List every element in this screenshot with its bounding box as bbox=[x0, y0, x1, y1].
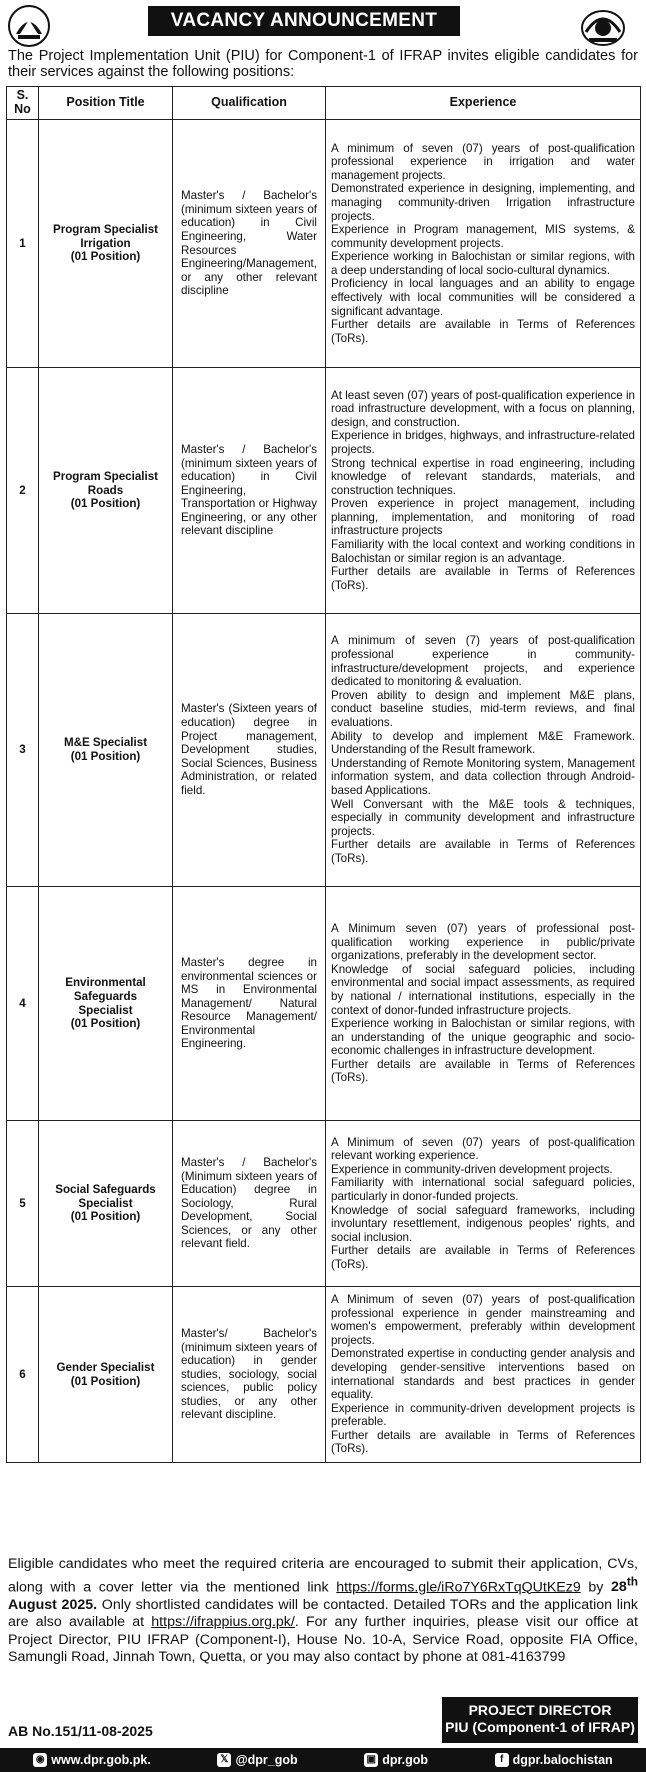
table-row bbox=[7, 887, 641, 1121]
position-title: Program Specialist Irrigation (01 Position) bbox=[39, 120, 173, 368]
website-link[interactable]: https://ifrappius.org.pk/ bbox=[151, 1614, 295, 1631]
social-media-bar bbox=[0, 1748, 646, 1772]
government-logo-right bbox=[580, 4, 626, 48]
qualification-cell: Master's/ Bachelor's (minimum sixteen years of education) in gender studies, sociology, social sciences, public policy studies, or any other relevant discipline. bbox=[173, 1287, 326, 1463]
experience-cell: A Minimum seven (07) years of professional post-qualification working experience in public/private organizations, preferably in the development sector. Knowledge of social safeguard policies, including environmental and social impact assessments, as required by national / international institutions, especially in the context of donor-funded infrastructure projects. Experience working in Balochistan or similar regions, with an understanding of the unique geographic and socio-economic challenges in infrastructure development. Further details are available in Terms of References (ToRs). bbox=[326, 887, 641, 1121]
government-logo-left bbox=[6, 4, 52, 48]
project-director-signature: PROJECT DIRECTOR PIU (Component-1 of IFRAP) bbox=[442, 1697, 638, 1743]
social-website[interactable]: ◉ www.dpr.gob.pk. bbox=[33, 1753, 151, 1767]
x-icon: 𝕏 bbox=[217, 1753, 231, 1767]
deadline-date: 28th August 2025. bbox=[8, 1574, 638, 1613]
experience-cell: At least seven (07) years of post-qualification experience in road infrastructure development, with a focus on planning, design, and construction. Experience in bridges, highways, and infrastructure-related projects. Strong technical expertise in road engineering, including knowledge of relevant standards, materials, and construction techniques. Proven experience in project management, including planning, implementation, and monitoring of road infrastructure projects Familiarity with the local context and working conditions in Balochistan or similar region is an advantage. Further details are available in Terms of References (ToRs). bbox=[326, 368, 641, 614]
globe-icon: ◉ bbox=[33, 1753, 47, 1767]
social-facebook[interactable]: f dgpr.balochistan bbox=[495, 1753, 613, 1767]
position-title: Program Specialist Roads (01 Position) bbox=[39, 368, 173, 614]
table-row bbox=[7, 614, 641, 887]
table-row bbox=[7, 120, 641, 368]
intro-paragraph: The Project Implementation Unit (PIU) for Component-1 of IFRAP invites eligible candidates for their services against the following positions: bbox=[8, 48, 638, 80]
experience-cell: A minimum of seven (07) years of post-qualification professional experience in irrigation and water management projects. Demonstrated experience in designing, implementing, and managing community-driven Irrigation infrastructure projects. Experience in Program management, MIS systems, & community development projects. Experience working in Balochistan or similar regions, with a deep understanding of local socio-cultural dynamics. Proficiency in local languages and an ability to engage effectively with local communities will be considered a significant advantage. Further details are available in Terms of References (ToRs). bbox=[326, 120, 641, 368]
header bbox=[0, 0, 646, 48]
header-qualification: Qualification bbox=[173, 87, 326, 120]
row-number: 5 bbox=[7, 1121, 39, 1287]
header-position: Position Title bbox=[39, 87, 173, 120]
row-number: 4 bbox=[7, 887, 39, 1121]
position-title: Gender Specialist (01 Position) bbox=[39, 1287, 173, 1463]
row-number: 3 bbox=[7, 614, 39, 887]
header-experience: Experience bbox=[326, 87, 641, 120]
page-title: VACANCY ANNOUNCEMENT bbox=[148, 6, 460, 36]
qualification-cell: Master's / Bachelor's (minimum sixteen years of education) in Civil Engineering, Water Resources Engineering/Management, or any other relevant discipline bbox=[173, 120, 326, 368]
row-number: 1 bbox=[7, 120, 39, 368]
table-header-row bbox=[7, 87, 641, 120]
qualification-cell: Master's degree in environmental sciences or MS in Environmental Management/ Natural Resource Management/ Environmental Engineering. bbox=[173, 887, 326, 1121]
experience-cell: A minimum of seven (7) years of post-qualification professional experience in community-infrastructure/development projects, and experience dedicated to monitoring & evaluation. Proven ability to design and implement M&E plans, conduct baseline studies, mid-term reviews, and final evaluations. Ability to develop and implement M&E Framework. Understanding of the Result framework. Understanding of Remote Monitoring system, Management information system, and data collection through Android-based Applications. Well Conversant with the M&E tools & techniques, especially in community development and infrastructure projects. Further details are available in Terms of References (ToRs). bbox=[326, 614, 641, 887]
facebook-icon: f bbox=[495, 1753, 509, 1767]
table-row bbox=[7, 1121, 641, 1287]
instagram-icon: ▣ bbox=[364, 1753, 378, 1767]
position-title: M&E Specialist (01 Position) bbox=[39, 614, 173, 887]
qualification-cell: Master's (Sixteen years of education) degree in Project management, Development studies, Social Sciences, Business Administration, or related field. bbox=[173, 614, 326, 887]
social-instagram[interactable]: ▣ dpr.gob bbox=[364, 1753, 428, 1767]
row-number: 6 bbox=[7, 1287, 39, 1463]
qualification-cell: Master's / Bachelor's (Minimum sixteen years of Education) degree in Sociology, Rural Development, Social Sciences, or any other relevant field. bbox=[173, 1121, 326, 1287]
application-link[interactable]: https://forms.gle/iRo7Y6RxTqQUtKEz9 bbox=[336, 1579, 581, 1596]
row-number: 2 bbox=[7, 368, 39, 614]
social-twitter[interactable]: 𝕏 @dpr_gob bbox=[217, 1753, 297, 1767]
table-row bbox=[7, 1287, 641, 1463]
table-row bbox=[7, 368, 641, 614]
application-instructions: Eligible candidates who meet the required criteria are encouraged to submit their application, CVs, along with a cover letter via the mentioned link https://forms.gle/iRo7Y6RxTqQUtKEz9 by 28th August 2025. Only shortlisted candidates will be contacted. Detailed TORs and the application link are also available at https://ifrappius.org.pk/. For any further inquiries, please visit our office at Project Director, PIU IFRAP (Component-I), House No. 10-A, Service Road, opposite FIA Office, Samungli Road, Jinnah Town, Quetta, or you may also contact by phone at 081-4163799 bbox=[8, 1556, 638, 1666]
header-sno: S. No bbox=[7, 87, 39, 120]
position-title: Social Safeguards Specialist (01 Position) bbox=[39, 1121, 173, 1287]
vacancy-table bbox=[6, 86, 641, 1463]
experience-cell: A Minimum of seven (07) years of post-qualification relevant working experience. Experience in community-driven development projects. Familiarity with international social safeguard policies, particularly in donor-funded projects. Knowledge of social safeguard frameworks, including involuntary resettlement, indigenous peoples' rights, and social inclusion. Further details are available in Terms of References (ToRs). bbox=[326, 1121, 641, 1287]
qualification-cell: Master's / Bachelor's (minimum sixteen years of education) in Civil Engineering, Transportation or Highway Engineering, or any other relevant discipline bbox=[173, 368, 326, 614]
experience-cell: A Minimum of seven (07) years of post-qualification professional experience in gender mainstreaming and women's empowerment, preferably within development projects. Demonstrated expertise in conducting gender analysis and developing gender-sensitive interventions based on international standards and best practices in gender equality. Experience in community-driven development projects is preferable. Further details are available in Terms of References (ToRs). bbox=[326, 1287, 641, 1463]
position-title: Environmental Safeguards Specialist (01 Position) bbox=[39, 887, 173, 1121]
advertisement-number: AB No.151/11-08-2025 bbox=[8, 1723, 153, 1739]
